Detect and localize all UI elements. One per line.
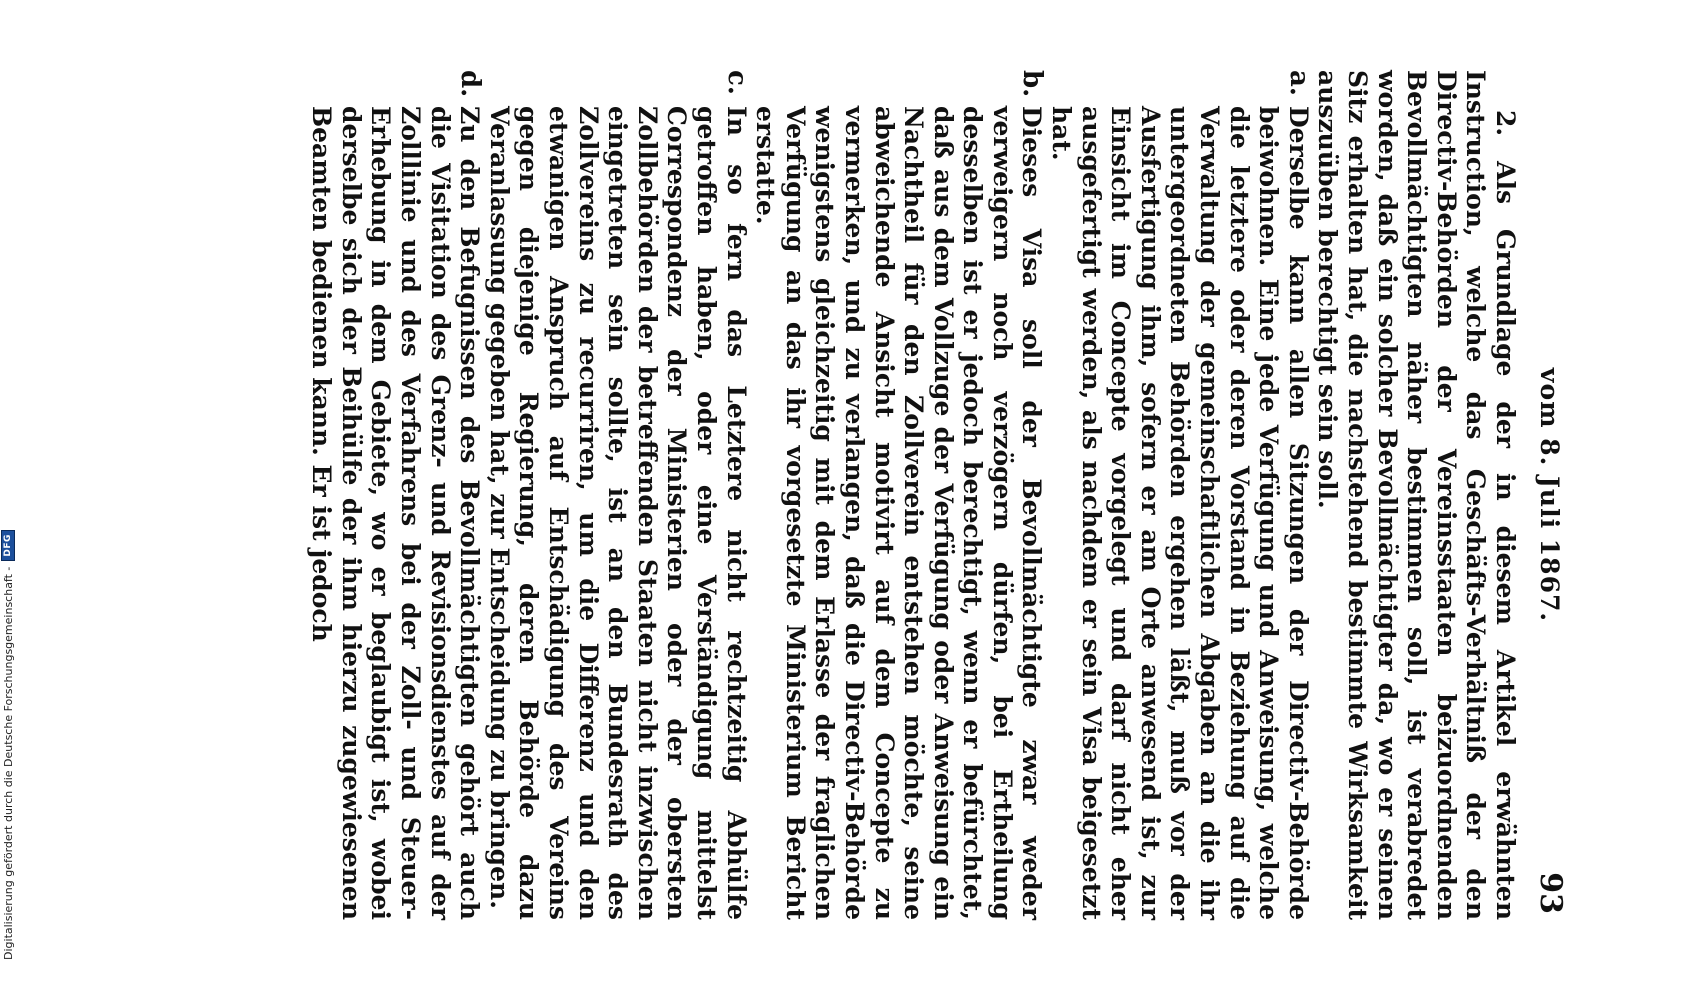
item-marker: d. xyxy=(455,70,486,98)
page-number: 93 xyxy=(1533,872,1568,914)
item-marker: c. xyxy=(721,70,752,95)
credit-text: Digitalisierung gefördert durch die Deutsche Forschungsgemeinschaft - xyxy=(1,566,15,960)
list-item-a xyxy=(1047,70,1313,920)
list-item-c xyxy=(484,70,750,920)
item-text: Zu den Befugnissen des Bevollmächtigten gehört auch die Visitation des Grenz- und Revisionsdienstes auf der Zolllinie und des Verfahrens bei der Zoll- und Steuer-Erhebung in dem Gebiete, wo er beglaubigt ist, wobei derselbe sich der Beihülfe der ihm hierzu zugewiesenen Beamten bedienen kann. Er ist jedoch xyxy=(307,106,485,920)
item-text: In so fern das Letztere nicht rechtzeitig Abhülfe getroffen haben, oder eine Verständigung mittelst Correspondenz der Ministerien oder der obersten Zollbehörden der betreffenden Staaten nicht inzwischen eingetreten sein sollte, ist an den Bundesrath des Zollvereins zu recurriren, um die Differenz und den etwanigen Anspruch auf Entschädigung des Vereins gegen diejenige Regierung, deren Behörde dazu Veranlassung gegeben hat, zur Entscheidung zu bringen. xyxy=(484,106,751,920)
page-header xyxy=(1520,70,1568,920)
running-head: vom 8. Juli 1867. xyxy=(1535,367,1564,623)
rotated-page xyxy=(148,70,1568,920)
credit-line xyxy=(1,530,15,960)
item-marker: b. xyxy=(1017,70,1048,98)
list-item-d xyxy=(307,70,485,920)
intro-paragraph: 2. Als Grundlage der in diesem Artikel erwähnten Instruction, welche das Geschäfts-Verhältniß der den Directiv-Behörden der Vereinsstaaten beizuordnenden Bevollmächtigten näher bestimmen soll, ist verabredet worden, daß ein solcher Bevollmächtigter da, wo er seinen Sitz erhalten hat, die nachstehend bestimmte Wirksamkeit auszuüben berechtigt sein soll. xyxy=(1313,70,1520,920)
item-text: Dieses Visa soll der Bevollmächtigte zwar weder verweigern noch verzögern dürfen, bei Ertheilung desselben ist er jedoch berechtigt, wenn er befürchtet, daß aus dem Vollzuge der Verfügung oder Anweisung ein Nachtheil für den Zollverein entstehen möchte, seine abweichende Ansicht motivirt auf dem Concepte zu vermerken, und zu verlangen, daß die Directiv-Behörde wenigstens gleichzeitig mit dem Erlasse der fraglichen Verfügung an das ihr vorgesetzte Ministerium Bericht erstatte. xyxy=(751,106,1047,920)
dfg-logo: DFG xyxy=(1,530,15,561)
item-marker: a. xyxy=(1283,70,1314,96)
credit-strip xyxy=(0,0,16,1000)
item-text: Derselbe kann allen Sitzungen der Directiv-Behörde beiwohnen. Eine jede Verfügung und Anweisung, welche die letztere oder deren Vorstand in Beziehung auf die Verwaltung der gemeinschaftlichen Abgaben an die ihr untergeordneten Behörden ergehen läßt, muß vor der Ausfertigung ihm, sofern er am Orte anwesend ist, zur Einsicht im Concepte vorgelegt und darf nicht eher ausgefertigt werden, als nachdem er sein Visa beigesetzt hat. xyxy=(1047,106,1313,920)
list-item-b xyxy=(751,70,1047,920)
